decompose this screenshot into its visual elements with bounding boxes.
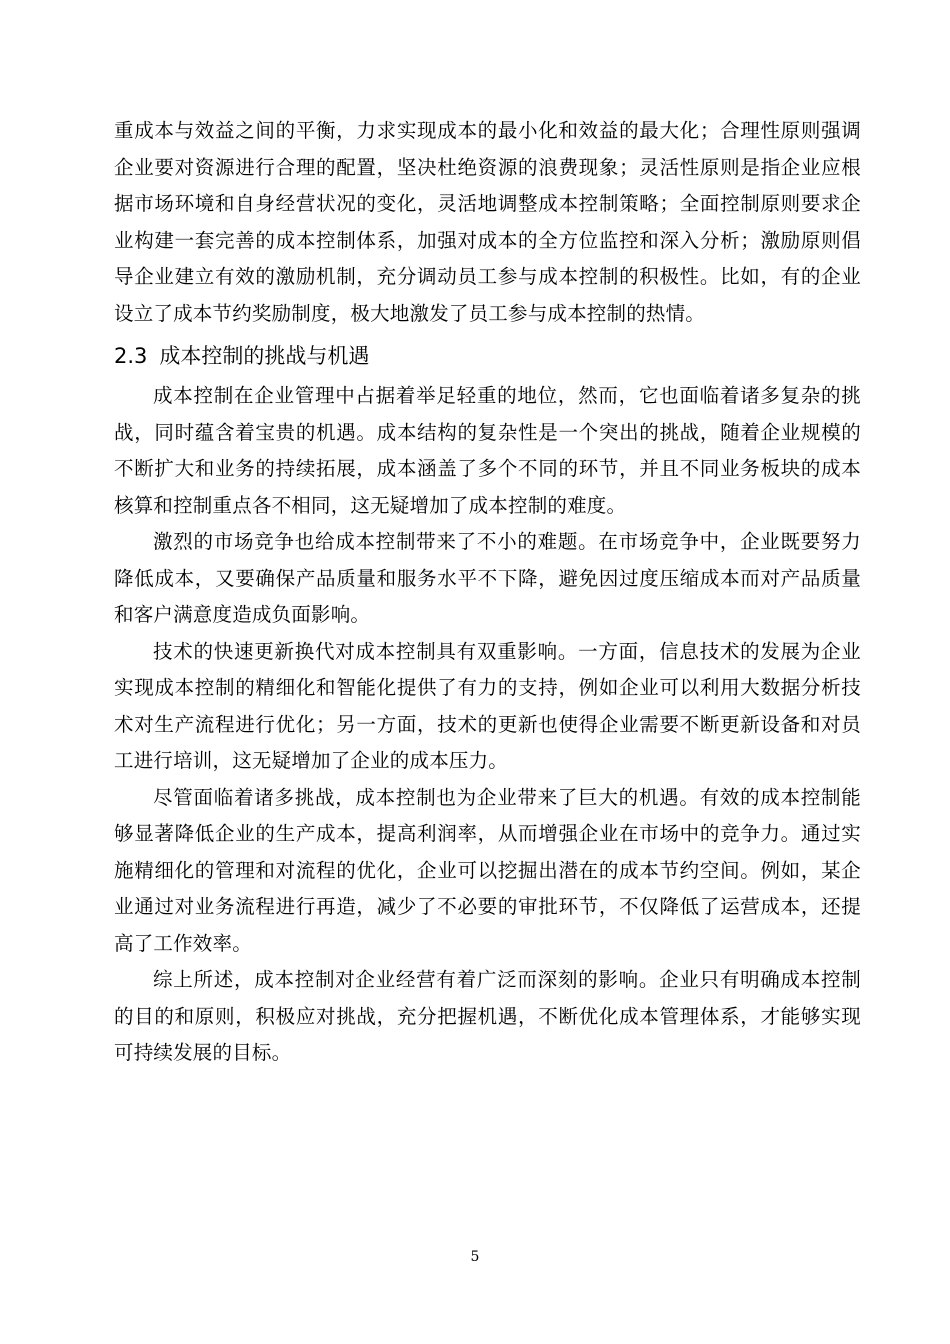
continued-paragraph: 重成本与效益之间的平衡，力求实现成本的最小化和效益的最大化；合理性原则强调企业要对资源进行合理的配置，坚决杜绝资源的浪费现象；灵活性原则是指企业应根据市场环境和自身经营状况的变化，灵活地调整成本控制策略；全面控制原则要求企业构建一套完善的成本控制体系，加强对成本的全方位监控和深入分析；激励原则倡导企业建立有效的激励机制，充分调动员工参与成本控制的积极性。比如，有的企业设立了成本节约奖励制度，极大地激发了员工参与成本控制的热情。 [114,119,861,325]
paragraph-opportunities: 尽管面临着诸多挑战，成本控制也为企业带来了巨大的机遇。有效的成本控制能够显著降低企业的生产成本，提高利润率，从而增强企业在市场中的竞争力。通过实施精细化的管理和对流程的优化，企业可以挖掘出潜在的成本节约空间。例如，某企业通过对业务流程进行再造，减少了不必要的审批环节，不仅降低了运营成本，还提高了工作效率。 [114,785,861,955]
page-number: 5 [470,1249,480,1265]
section-heading [114,337,861,375]
paragraph-conclusion: 综上所述，成本控制对企业经营有着广泛而深刻的影响。企业只有明确成本控制的目的和原则，积极应对挑战，充分把握机遇，不断优化成本管理体系，才能够实现可持续发展的目标。 [114,968,861,1064]
document-page [114,113,861,1072]
section-title: 成本控制的挑战与机遇 [159,344,370,368]
paragraph-technology-impact: 技术的快速更新换代对成本控制具有双重影响。一方面，信息技术的发展为企业实现成本控制的精细化和智能化提供了有力的支持，例如企业可以利用大数据分析技术对生产流程进行优化；另一方面，技术的更新也使得企业需要不断更新设备和对员工进行培训，这无疑增加了企业的成本压力。 [114,639,861,772]
paragraph-challenges-intro: 成本控制在企业管理中占据着举足轻重的地位，然而，它也面临着诸多复杂的挑战，同时蕴含着宝贵的机遇。成本结构的复杂性是一个突出的挑战，随着企业规模的不断扩大和业务的持续拓展，成本涵盖了多个不同的环节，并且不同业务板块的成本核算和控制重点各不相同，这无疑增加了成本控制的难度。 [114,384,861,517]
paragraph-market-competition: 激烈的市场竞争也给成本控制带来了不小的难题。在市场竞争中，企业既要努力降低成本，又要确保产品质量和服务水平不下降，避免因过度压缩成本而对产品质量和客户满意度造成负面影响。 [114,530,861,626]
section-number: 2.3 [114,344,148,368]
